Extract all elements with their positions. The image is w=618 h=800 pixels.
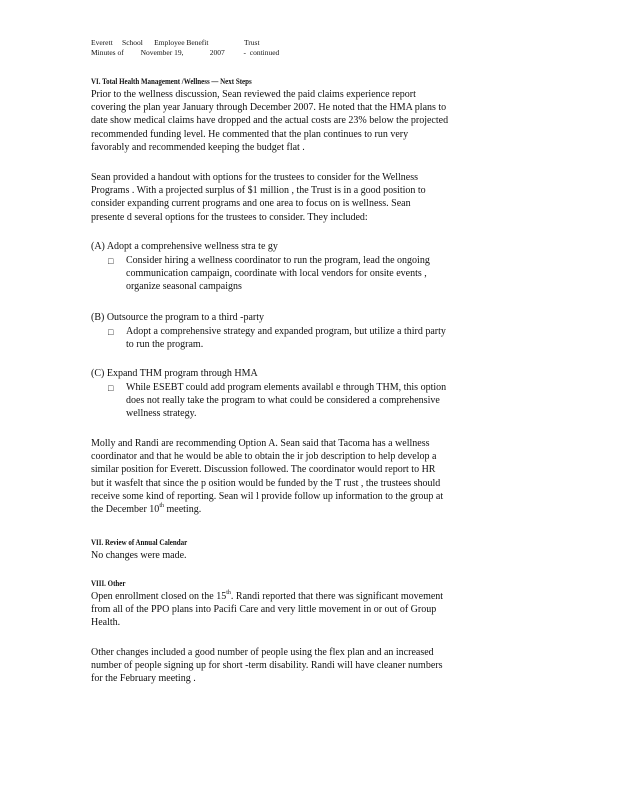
- text-fragment: Open enrollment closed on the 15: [91, 591, 227, 602]
- section-6-paragraph-1: [91, 88, 515, 154]
- section-8-title: VIII. Other: [91, 578, 126, 588]
- text-line: coordinator and that he would be able to obtain the ir job description to help develop a: [91, 451, 437, 463]
- text-line: from all of the PPO plans into Pacifi Care and very little movement in or out of Group: [91, 604, 437, 616]
- option-b-bullet: [108, 325, 528, 351]
- section-7-text: [91, 549, 515, 562]
- text-line: similar position for Everett. Discussion followed. The coordinator would report to HR: [91, 464, 436, 476]
- option-b-label: (B) Outsource the program to a third -party: [91, 312, 265, 323]
- section-7-title: VII. Review of Annual Calendar: [91, 537, 188, 547]
- text-line: [91, 590, 515, 603]
- text-line: While ESEBT could add program elements availabl e through THM, this option: [126, 382, 447, 393]
- square-bullet-icon: □: [108, 327, 114, 337]
- text-fragment: meeting.: [163, 504, 202, 516]
- header-line-1: Everett School Employee Benefit Trust: [91, 38, 260, 47]
- text-line: number of people signing up for short -term disability. Randi will have cleaner numbers: [91, 660, 443, 672]
- section-6-title: VI. Total Health Management /Wellness — Next Steps: [91, 76, 252, 86]
- text-line: Programs . With a projected surplus of $1 million , the Trust is in a good position to: [91, 185, 426, 197]
- text-line: for the February meeting .: [91, 673, 196, 685]
- text-line: Health.: [91, 617, 121, 629]
- section-6-paragraph-3: [91, 437, 515, 516]
- option-c-bullet: [108, 381, 528, 421]
- ordinal-suffix: th: [226, 590, 231, 596]
- section-8-paragraph-2: [91, 646, 515, 686]
- text-line: recommended funding level. He commented that the plan continues to run very: [91, 128, 409, 140]
- section-8-paragraph-1: [91, 590, 515, 630]
- text-line: does not really take the program to what could be considered a comprehensive: [126, 395, 440, 407]
- text-line: Prior to the wellness discussion, Sean reviewed the paid claims experience report: [91, 89, 416, 100]
- option-a-label: (A) Adopt a comprehensive wellness stra te gy: [91, 241, 278, 252]
- text-line: wellness strategy.: [126, 408, 197, 420]
- header-line-2: Minutes of November 19, 2007 - continued: [91, 48, 280, 57]
- text-line: covering the plan year January through December 2007. He noted that the HMA plans to: [91, 102, 447, 114]
- text-line: date show medical claims have dropped and the actual costs are 23% below the projected: [91, 115, 449, 127]
- text-line: Molly and Randi are recommending Option A. Sean said that Tacoma has a wellness: [91, 438, 430, 449]
- text-line: Sean provided a handout with options for the trustees to consider for the Wellness: [91, 172, 418, 183]
- text-line: No changes were made.: [91, 550, 187, 561]
- text-line: organize seasonal campaigns: [126, 281, 242, 293]
- text-line: receive some kind of reporting. Sean wil l provide follow up information to the group at: [91, 490, 444, 502]
- square-bullet-icon: □: [108, 383, 114, 393]
- text-line: presente d several options for the trustees to consider. They included:: [91, 211, 368, 223]
- text-line: consider expanding current programs and one area to focus on is wellness. Sean: [91, 198, 411, 210]
- option-a-bullet: [108, 254, 528, 294]
- text-line: favorably and recommended keeping the budget flat .: [91, 141, 305, 153]
- option-c-label: (C) Expand THM program through HMA: [91, 368, 258, 379]
- text-line: Other changes included a good number of people using the flex plan and an increased: [91, 647, 434, 658]
- text-fragment: . Randi reported that there was significant movement: [230, 591, 444, 602]
- text-line: but it wasfelt that since the p osition would be funded by the T rust , the trustees should: [91, 477, 441, 489]
- text-line: Adopt a comprehensive strategy and expanded program, but utilize a third party: [126, 326, 446, 337]
- section-6-paragraph-2: [91, 171, 515, 224]
- text-line: communication campaign, coordinate with local vendors for onsite events ,: [126, 268, 427, 280]
- text-line: Consider hiring a wellness coordinator to run the program, lead the ongoing: [126, 255, 430, 266]
- square-bullet-icon: □: [108, 256, 114, 266]
- text-line: to run the program.: [126, 339, 204, 351]
- text-fragment: the December 10: [91, 504, 160, 516]
- ordinal-suffix: th: [159, 503, 164, 510]
- text-line: [91, 503, 515, 516]
